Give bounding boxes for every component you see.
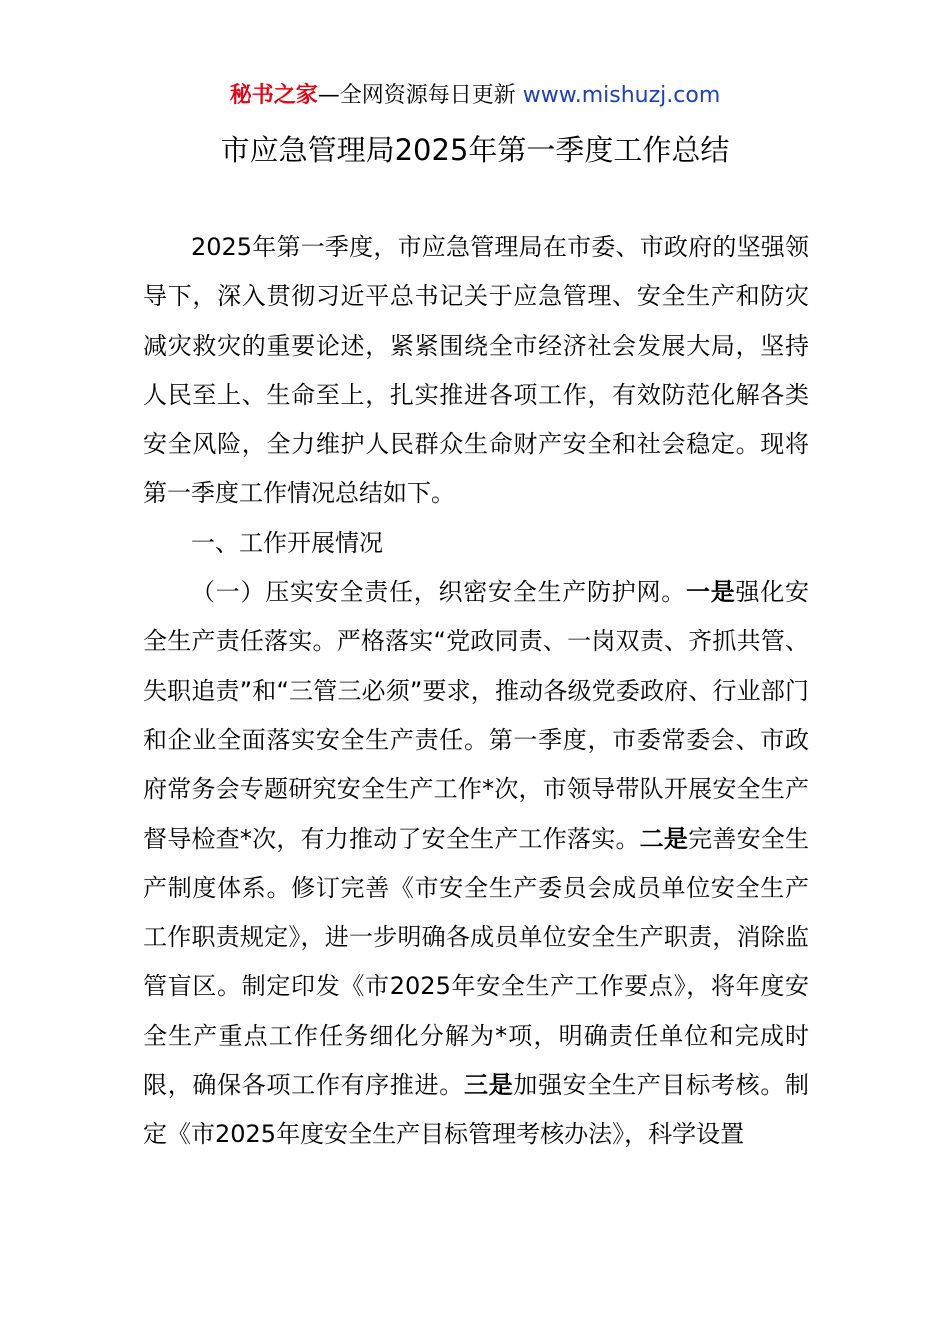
point-3-label: 三是 [464, 1071, 514, 1100]
brand-name: 秘书之家 [229, 83, 318, 108]
section-heading: 一、工作开展情况 [191, 528, 383, 557]
header-tagline: —全网资源每日更新 [317, 83, 516, 108]
site-url-link[interactable]: www.mishuzj.com [522, 83, 721, 108]
point-2-label: 二是 [639, 824, 689, 853]
point-1-label: 一是 [686, 578, 736, 607]
sub-heading: （一）压实安全责任，织密安全生产防护网。 [191, 578, 686, 607]
point-1-text: 强化安全生产责任落实。严格落实“党政同责、一岗双责、齐抓共管、失职追责”和“三管三必须”要求，推动各级党委政府、行业部门和企业全面落实安全生产责任。第一季度，市委常委会、市政府常务会专题研究安全生产工作*次，市领导带队开展安全生产督导检查*次，有力推动了安全生产工作落实。 [143, 578, 809, 853]
point-2-text: 完善安全生产制度体系。修订完善《市安全生产委员会成员单位安全生产工作职责规定》，进一步明确各成员单位安全生产职责，消除监管盲区。制定印发《市2025年安全生产工作要点》，将年度安全生产重点工作任务细化分解为*项，明确责任单位和完成时限，确保各项工作有序推进。 [143, 824, 810, 1100]
intro-paragraph: 2025年第一季度，市应急管理局在市委、市政府的坚强领导下，深入贯彻习近平总书记关于应急管理、安全生产和防灾减灾救灾的重要论述，紧紧围绕全市经济社会发展大局，坚持人民至上、生命至上，扎实推进各项工作，有效防范化解各类安全风险，全力维护人民群众生命财产安全和社会稳定。现将第一季度工作情况总结如下。 [143, 233, 809, 508]
work-paragraph [143, 568, 809, 1160]
site-header [0, 80, 950, 112]
document-body [143, 223, 809, 1160]
document-title: 市应急管理局2025年第一季度工作总结 [220, 133, 730, 167]
point-3-text: 加强安全生产目标考核。制定《市2025年度安全生产目标管理考核办法》，科学设置 [143, 1071, 810, 1149]
